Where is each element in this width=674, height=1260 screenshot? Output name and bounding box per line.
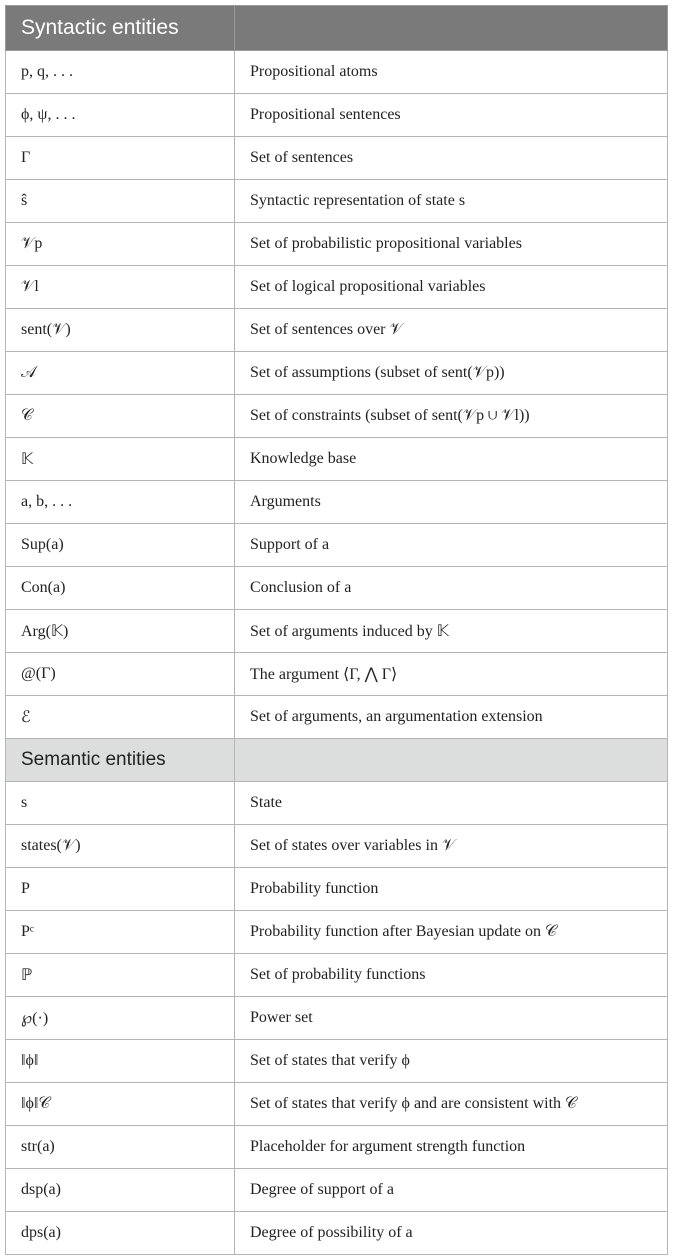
table-row [6, 137, 668, 180]
section-title: Syntactic entities [6, 6, 235, 51]
table-row [6, 266, 668, 309]
description-cell: Syntactic representation of state s [235, 180, 668, 223]
symbol-cell: 𝒱p [6, 223, 235, 266]
section-header [6, 739, 668, 782]
description-cell: Set of assumptions (subset of sent(𝒱p)) [235, 352, 668, 395]
description-cell: Placeholder for argument strength function [235, 1126, 668, 1169]
description-cell: Set of states over variables in 𝒱 [235, 825, 668, 868]
table-row [6, 997, 668, 1040]
description-cell: Set of constraints (subset of sent(𝒱p ∪ 𝒱l)) [235, 395, 668, 438]
table-row [6, 1083, 668, 1126]
description-cell: Arguments [235, 481, 668, 524]
symbol-cell: Γ [6, 137, 235, 180]
table-row [6, 395, 668, 438]
table-row [6, 825, 668, 868]
section-header-blank [235, 739, 668, 782]
table-row [6, 868, 668, 911]
description-cell: Set of states that verify ϕ and are consistent with 𝒞 [235, 1083, 668, 1126]
symbol-cell: dps(a) [6, 1212, 235, 1255]
symbol-cell: Pᶜ [6, 911, 235, 954]
symbol-cell: sent(𝒱) [6, 309, 235, 352]
description-cell: Conclusion of a [235, 567, 668, 610]
description-cell: Set of probability functions [235, 954, 668, 997]
symbol-cell: a, b, . . . [6, 481, 235, 524]
symbol-cell: dsp(a) [6, 1169, 235, 1212]
symbol-cell: ℘(·) [6, 997, 235, 1040]
table-row [6, 309, 668, 352]
table-row [6, 610, 668, 653]
symbol-cell: p, q, . . . [6, 51, 235, 94]
description-cell: Set of probabilistic propositional variables [235, 223, 668, 266]
description-cell: Power set [235, 997, 668, 1040]
table-row [6, 524, 668, 567]
table-row [6, 954, 668, 997]
table-row [6, 1169, 668, 1212]
symbol-cell: ‖ϕ‖𝒞 [6, 1083, 235, 1126]
table-row [6, 51, 668, 94]
symbol-cell: 𝒱l [6, 266, 235, 309]
table-row [6, 1126, 668, 1169]
description-cell: Degree of support of a [235, 1169, 668, 1212]
symbol-cell: ŝ [6, 180, 235, 223]
table-row [6, 352, 668, 395]
symbol-cell: ℰ [6, 696, 235, 739]
description-cell: Probability function after Bayesian update on 𝒞 [235, 911, 668, 954]
table-row [6, 481, 668, 524]
description-cell: Set of states that verify ϕ [235, 1040, 668, 1083]
symbol-cell: Con(a) [6, 567, 235, 610]
description-cell: Knowledge base [235, 438, 668, 481]
table-row [6, 567, 668, 610]
table-row [6, 1212, 668, 1255]
symbol-cell: 𝒜 [6, 352, 235, 395]
description-cell: Propositional atoms [235, 51, 668, 94]
symbol-cell: s [6, 782, 235, 825]
description-cell: Set of arguments induced by 𝕂 [235, 610, 668, 653]
section-title: Semantic entities [6, 739, 235, 782]
description-cell: Set of sentences [235, 137, 668, 180]
symbol-cell: P [6, 868, 235, 911]
table-row [6, 94, 668, 137]
symbol-cell: str(a) [6, 1126, 235, 1169]
description-cell: The argument ⟨Γ, ⋀ Γ⟩ [235, 653, 668, 696]
symbol-cell: @(Γ) [6, 653, 235, 696]
description-cell: Support of a [235, 524, 668, 567]
description-cell: Probability function [235, 868, 668, 911]
notation-table [5, 5, 668, 1255]
description-cell: Set of logical propositional variables [235, 266, 668, 309]
table-row [6, 653, 668, 696]
description-cell: Set of arguments, an argumentation extension [235, 696, 668, 739]
symbol-cell: states(𝒱) [6, 825, 235, 868]
symbol-cell: 𝒞 [6, 395, 235, 438]
symbol-cell: Sup(a) [6, 524, 235, 567]
table-row [6, 223, 668, 266]
description-cell: State [235, 782, 668, 825]
symbol-cell: ϕ, ψ, . . . [6, 94, 235, 137]
symbol-cell: Arg(𝕂) [6, 610, 235, 653]
table-row [6, 911, 668, 954]
symbol-cell: ℙ [6, 954, 235, 997]
section-header-blank [235, 6, 668, 51]
notation-table-body [6, 6, 668, 1255]
description-cell: Degree of possibility of a [235, 1212, 668, 1255]
description-cell: Set of sentences over 𝒱 [235, 309, 668, 352]
symbol-cell: 𝕂 [6, 438, 235, 481]
table-row [6, 1040, 668, 1083]
section-header [6, 6, 668, 51]
table-row [6, 438, 668, 481]
table-row [6, 180, 668, 223]
table-row [6, 782, 668, 825]
table-row [6, 696, 668, 739]
description-cell: Propositional sentences [235, 94, 668, 137]
symbol-cell: ‖ϕ‖ [6, 1040, 235, 1083]
